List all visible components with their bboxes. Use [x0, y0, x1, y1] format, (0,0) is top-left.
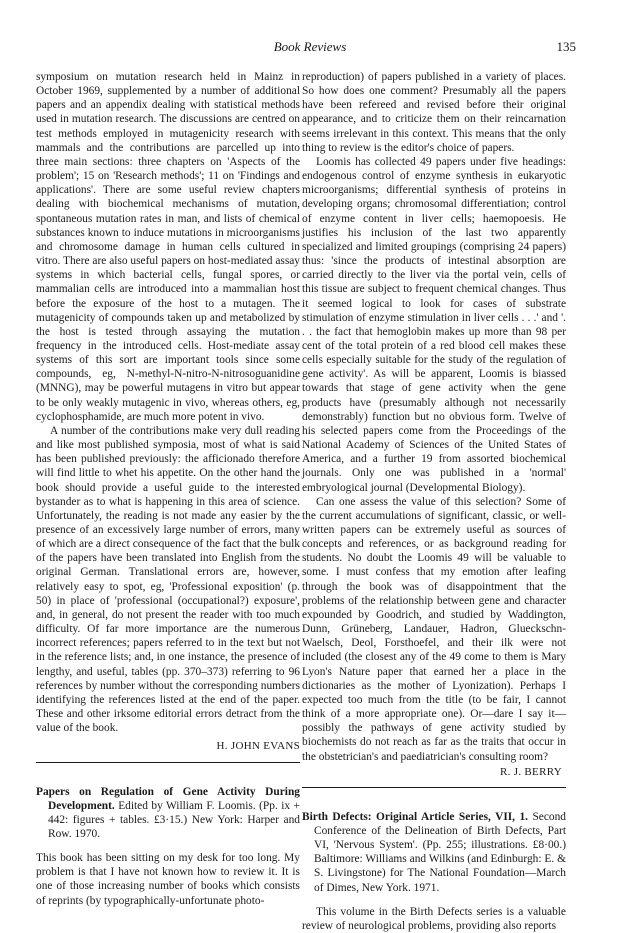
review2-citation	[36, 785, 300, 842]
review1-paragraph-1: symposium on mutation research held in Mainz in October 1969, supplemented by a number of additional papers and an appendix dealing with statistical methods used in mutation research. The discussions are centred on test methods employed in mutagenicity research with mammals and the contributions are parcelled up into three main sections: three chapters on 'Aspects of the problem'; 15 on 'Research methods'; 11 on 'Findings and applications'. There are some useful review chapters dealing with biochemical mechanisms of mutation, spontaneous mutation rates in man, and lists of chemical substances known to induce mutations in microorganisms and chromosome damage in human cells cultured in vitro. There are also useful papers on host-mediated assay systems in which bacterial cells, fungal spores, or mammalian cells are introduced into a mammalian host before the exposure of the host to a mutagen. The mutagenicity of compounds taken up and metabolized by the host is tested through assaying the mutation frequency in the introduced cells. Host-mediate assay systems of this sort are important tools since some compounds, eg, N-methyl-N-nitro-N-nitrosoguanidine (MNNG), may be powerful mutagens in vitro but appear to be only weakly mutagenic in vivo, whereas others, eg, cyclophosphamide, are much more potent in vivo.	[36, 71, 300, 423]
page-number: 135	[556, 39, 576, 54]
running-head	[36, 40, 584, 58]
review1-paragraph-2: A number of the contributions make very dull reading and like most published symposia, most of what is said has been published previously: the afficionado therefore will find little to whet his appetite. On the other hand the book should provide a useful guide to the interested bystander as to what is happening in this area of science. Unfortunately, the reading is not made any easier by the presence of an excessively large number of errors, many of which are a direct consequence of the fact that the bulk of the papers have been translated into English from the original German. Translational errors are, however, relatively easy to spot, eg, 'Professional exposition' (p. 50) in place of 'professional (occupational?) exposure', and, in general, do not present the reader with too much difficulty. Of far more importance are the numerous incorrect references; papers referred to in the text but not in the reference lists; and, in one instance, the presence of lengthy, and useful, tables (pp. 370–373) referring to 96 references by number without the corresponding numbers identifying the references listed at the end of the paper. These and other irksome editorial errors detract from the value of the book.	[36, 424, 300, 735]
right-column	[302, 70, 566, 933]
review2-signature: R. J. BERRY	[500, 765, 562, 778]
running-title: Book Reviews	[273, 39, 347, 54]
review2-heading	[36, 785, 300, 842]
review2-paragraph-2: reproduction) of papers published in a variety of places. So how does one comment? Presumably all the papers have been refereed and revised before their original appearance, and to criticize them on their reincarnation seems irrelevant in this context. This means that the only thing to review is the editor's choice of papers.	[302, 71, 566, 154]
review1-signature: H. JOHN EVANS	[216, 740, 300, 753]
review2-title: Papers on Regulation of Gene Activity During Development.	[36, 785, 300, 812]
review2-paragraph-4: Can one assess the value of this selection? Some of the current accumulations of significant, classic, or well-written papers can be extremely useful as sources of concepts and references, or as background reading for students. No doubt the Loomis 49 will be valuable to some. I must confess that my emotion after leafing through the book was of disappointment that the problems of the relationship between gene and character expounded by Goodrich, and studied by Waddington, Dunn, Grüneberg, Landauer, Hadron, Glueckschn-Waelsch, Deol, Forsthoefel, and their ilk were not included (the closest any of the 49 come to them is Mary Lyon's Nature paper that earned her a place in the dictionaries as the mother of Lyonization). Perhaps I expected too much from the title (to be fair, I cannot think of a more appropriate one). Or—dare I say it—possibly the pathways of gene activity studied by biochemists do not reach as far as the traits that occur in the obstetrician's and paediatrician's consulting room?	[302, 495, 566, 763]
review3-title: Birth Defects: Original Article Series, VII, 1.	[302, 810, 529, 823]
review2-paragraph-1: This book has been sitting on my desk for too long. My problem is that I have not known how to review it. It is one of those increasing number of books which consists of reprints (by typographically-unfortunate photo-	[36, 852, 300, 907]
review2-details: Edited by William F. Loomis. (Pp. ix + 442: figures + tables. £3·15.) New York: Harper and Row. 1970.	[48, 799, 300, 840]
review2-paragraph-3: Loomis has collected 49 papers under five headings: endogenous control of enzyme synthesis in eukaryotic microorganisms; differential synthesis of proteins in developing organs; chromosomal differentiation; control of enzyme content in liver cells; haemopoesis. He justifies his inclusion of the last two apparently specialized and limited groupings (comprising 24 papers) thus: 'since the products of intestinal absorption are carried directly to the liver via the portal vein, cells of this tissue are subject to frequent chemical changes. Thus it seemed logical to look for cases of substrate stimulation of enzyme stimulation in liver cells . . .' and '. . . the fact that hemoglobin makes up more than 98 per cent of the total protein of a red blood cell makes these cells especially suitable for the study of the regulation of gene activity'. As will be apparent, Loomis is biassed towards that stage of gene activity when the gene products have (presumably although not necessarily demonstrably) function but no obvious form. Twelve of his selected papers come from the Proceedings of the National Academy of Sciences of the United States of America, and a further 19 from assorted biochemical journals. Only one was published in a 'normal' embryological journal (Developmental Biology).	[302, 155, 566, 494]
review3-heading	[302, 810, 566, 895]
column-rule	[36, 762, 300, 763]
left-column	[36, 70, 300, 908]
column-rule-right	[302, 787, 566, 788]
review3-paragraph-1: This volume in the Birth Defects series is a valuable review of neurological problems, providing also reports	[302, 905, 566, 932]
review3-details: Second Conference of the Delineation of Birth Defects, Part VI, 'Nervous System'. (Pp. 255; illustrations. £8·00.) Baltimore: Williams and Wilkins (and Edinburgh: E. & S. Livingstone) for The National Foundation—March of Dimes, New York. 1971.	[314, 810, 566, 894]
review3-citation	[302, 810, 566, 895]
